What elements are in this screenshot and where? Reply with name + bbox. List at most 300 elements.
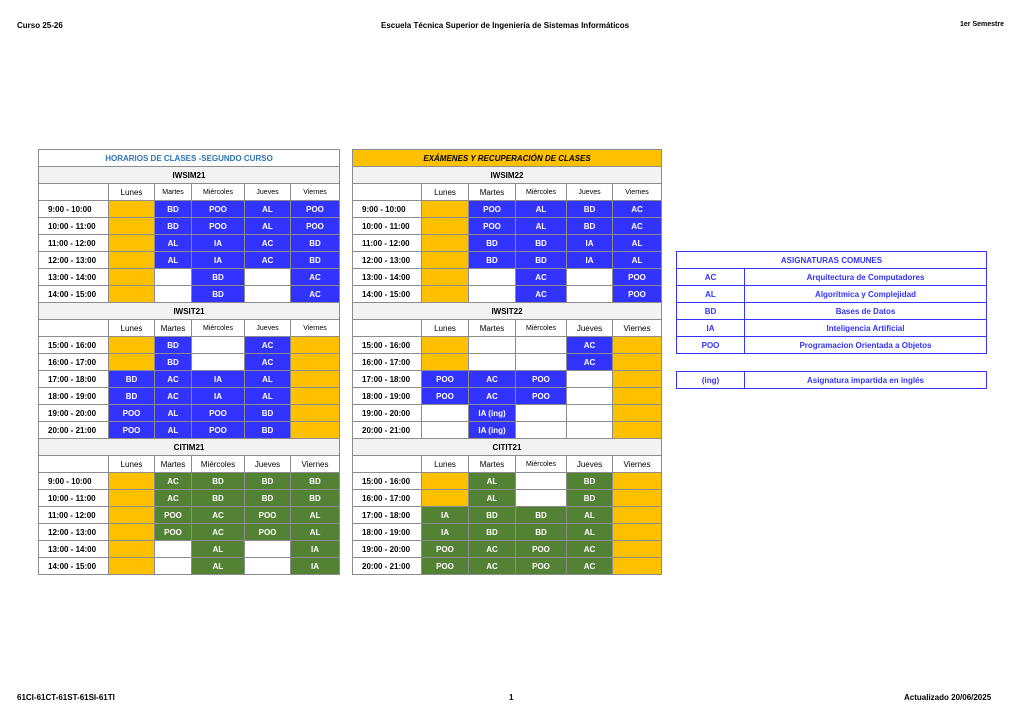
- schedule-cell: AL: [469, 473, 516, 490]
- legend-row: [677, 303, 987, 320]
- schedule-cell: [469, 354, 516, 371]
- schedule-cell: BD: [291, 490, 340, 507]
- table-row: [353, 354, 662, 371]
- schedule-cell: IA: [192, 371, 245, 388]
- schedule-cell: BD: [192, 473, 245, 490]
- schedule-cell: [613, 371, 662, 388]
- schedule-cell: [422, 201, 469, 218]
- school-title: Escuela Técnica Superior de Ingeniería de Sistemas Informáticos: [381, 21, 630, 30]
- legend-name: Algorítmica y Complejidad: [745, 286, 987, 303]
- schedule-cell: [192, 337, 245, 354]
- time-cell: 18:00 - 19:00: [39, 388, 109, 405]
- schedule-cell: [109, 252, 155, 269]
- day-header: Martes: [155, 320, 192, 337]
- schedule-cell: AL: [567, 524, 613, 541]
- schedule-cell: BD: [155, 201, 192, 218]
- schedule-cell: AC: [469, 558, 516, 575]
- schedule-cell: AL: [291, 524, 340, 541]
- table-row: [39, 235, 340, 252]
- day-header: Miércoles: [516, 456, 567, 473]
- time-cell: 13:00 - 14:00: [39, 269, 109, 286]
- time-cell: 10:00 - 11:00: [39, 218, 109, 235]
- table-title: HORARIOS DE CLASES -SEGUNDO CURSO: [39, 150, 340, 167]
- schedule-cell: [469, 269, 516, 286]
- schedule-cell: [613, 405, 662, 422]
- legend-row: [677, 320, 987, 337]
- table-row: [39, 405, 340, 422]
- time-cell: 9:00 - 10:00: [39, 473, 109, 490]
- schedule-cell: AL: [469, 490, 516, 507]
- schedule-cell: [291, 422, 340, 439]
- schedule-cell: BD: [567, 490, 613, 507]
- schedule-cell: POO: [192, 201, 245, 218]
- schedule-cell: POO: [516, 558, 567, 575]
- schedule-cell: AL: [516, 201, 567, 218]
- day-header: Martes: [469, 184, 516, 201]
- schedule-cell: IA: [567, 235, 613, 252]
- day-header: Martes: [155, 456, 192, 473]
- schedule-cell: BD: [245, 405, 291, 422]
- time-cell: 19:00 - 20:00: [353, 541, 422, 558]
- legend-note-code: (ing): [677, 372, 745, 389]
- schedule-cell: [109, 541, 155, 558]
- group-header: CITIM21: [39, 439, 340, 456]
- schedule-cell: AL: [155, 405, 192, 422]
- time-cell: 16:00 - 17:00: [353, 354, 422, 371]
- schedule-cell: [109, 218, 155, 235]
- time-cell: 19:00 - 20:00: [353, 405, 422, 422]
- time-cell: 17:00 - 18:00: [39, 371, 109, 388]
- schedule-cell: AC: [469, 388, 516, 405]
- day-header: Jueves: [245, 456, 291, 473]
- schedule-cell: AC: [245, 235, 291, 252]
- schedule-cell: AC: [567, 558, 613, 575]
- table-row: [353, 269, 662, 286]
- table-row: [39, 558, 340, 575]
- schedule-cell: AC: [245, 252, 291, 269]
- legend-row: [677, 286, 987, 303]
- time-cell: 20:00 - 21:00: [353, 422, 422, 439]
- schedule-cell: AL: [613, 252, 662, 269]
- time-cell: 15:00 - 16:00: [353, 473, 422, 490]
- schedule-cell: AL: [155, 422, 192, 439]
- schedule-cell: AC: [567, 541, 613, 558]
- schedule-cell: [422, 354, 469, 371]
- schedule-cell: AC: [613, 218, 662, 235]
- schedule-cell: [109, 235, 155, 252]
- corner-cell: [353, 184, 422, 201]
- legend-name: Bases de Datos: [745, 303, 987, 320]
- schedule-cell: AL: [192, 541, 245, 558]
- schedule-cell: BD: [109, 371, 155, 388]
- time-cell: 17:00 - 18:00: [353, 371, 422, 388]
- schedule-cell: [291, 354, 340, 371]
- schedule-cell: POO: [192, 218, 245, 235]
- schedule-cell: [109, 286, 155, 303]
- time-cell: 10:00 - 11:00: [39, 490, 109, 507]
- time-cell: 12:00 - 13:00: [353, 252, 422, 269]
- time-cell: 14:00 - 15:00: [353, 286, 422, 303]
- legend-code: POO: [677, 337, 745, 354]
- schedule-cell: AC: [613, 201, 662, 218]
- group-header: IWSIT22: [353, 303, 662, 320]
- schedule-cell: IA (ing): [469, 422, 516, 439]
- schedule-cell: BD: [567, 473, 613, 490]
- time-cell: 13:00 - 14:00: [39, 541, 109, 558]
- schedule-cell: IA: [422, 524, 469, 541]
- time-cell: 9:00 - 10:00: [353, 201, 422, 218]
- schedule-cell: AL: [245, 201, 291, 218]
- exam-schedule-table: [352, 149, 662, 575]
- schedule-cell: AC: [155, 473, 192, 490]
- time-cell: 11:00 - 12:00: [39, 507, 109, 524]
- schedule-cell: [516, 337, 567, 354]
- schedule-cell: [613, 524, 662, 541]
- schedule-cell: [109, 507, 155, 524]
- schedule-cell: POO: [516, 541, 567, 558]
- table-row: [39, 371, 340, 388]
- time-cell: 19:00 - 20:00: [39, 405, 109, 422]
- schedule-cell: BD: [109, 388, 155, 405]
- schedule-cell: [567, 269, 613, 286]
- table-row: [39, 524, 340, 541]
- table-row: [353, 490, 662, 507]
- day-header: Lunes: [422, 320, 469, 337]
- table-row: [39, 201, 340, 218]
- corner-cell: [353, 456, 422, 473]
- schedule-cell: [613, 354, 662, 371]
- table-row: [353, 507, 662, 524]
- schedule-cell: BD: [516, 252, 567, 269]
- schedule-cell: [109, 337, 155, 354]
- schedule-cell: POO: [291, 218, 340, 235]
- time-cell: 10:00 - 11:00: [353, 218, 422, 235]
- table-row: [39, 337, 340, 354]
- schedule-cell: POO: [422, 558, 469, 575]
- page-number: 1: [509, 693, 514, 702]
- schedule-cell: AC: [516, 269, 567, 286]
- schedule-cell: AL: [567, 507, 613, 524]
- table-row: [39, 541, 340, 558]
- semester-label: 1er Semestre: [960, 21, 1004, 28]
- schedule-cell: AC: [567, 337, 613, 354]
- schedule-cell: [109, 558, 155, 575]
- schedule-cell: POO: [613, 269, 662, 286]
- schedule-cell: IA: [192, 252, 245, 269]
- schedule-cell: AC: [291, 269, 340, 286]
- schedule-cell: [422, 473, 469, 490]
- table-row: [353, 201, 662, 218]
- schedule-cell: POO: [245, 524, 291, 541]
- schedule-cell: [516, 422, 567, 439]
- schedule-cell: [613, 507, 662, 524]
- schedule-cell: AL: [155, 235, 192, 252]
- schedule-cell: AC: [291, 286, 340, 303]
- legend-name: Inteligencia Artificial: [745, 320, 987, 337]
- table-row: [353, 286, 662, 303]
- schedule-cell: [422, 490, 469, 507]
- table-row: [39, 490, 340, 507]
- schedule-cell: POO: [516, 388, 567, 405]
- schedule-cell: IA: [422, 507, 469, 524]
- table-row: [353, 371, 662, 388]
- day-header: Lunes: [422, 456, 469, 473]
- schedule-cell: IA: [291, 541, 340, 558]
- schedule-cell: IA: [567, 252, 613, 269]
- day-header: Jueves: [245, 320, 291, 337]
- day-header: Lunes: [109, 184, 155, 201]
- schedule-cell: AL: [613, 235, 662, 252]
- schedule-cell: [291, 337, 340, 354]
- legend-row: [677, 269, 987, 286]
- table-row: [39, 388, 340, 405]
- day-header: Jueves: [567, 320, 613, 337]
- day-header: Viernes: [291, 456, 340, 473]
- table-row: [353, 388, 662, 405]
- schedule-cell: POO: [155, 524, 192, 541]
- schedule-cell: IA (ing): [469, 405, 516, 422]
- schedule-cell: BD: [245, 490, 291, 507]
- schedule-cell: POO: [291, 201, 340, 218]
- table-row: [353, 524, 662, 541]
- schedule-cell: [109, 354, 155, 371]
- schedule-cell: AC: [155, 490, 192, 507]
- schedule-cell: BD: [291, 235, 340, 252]
- table-row: [39, 286, 340, 303]
- schedule-cell: BD: [291, 473, 340, 490]
- schedule-cell: [109, 473, 155, 490]
- schedule-cell: [109, 524, 155, 541]
- course-label: Curso 25-26: [17, 21, 63, 30]
- schedule-cell: AC: [155, 388, 192, 405]
- schedule-cell: [245, 541, 291, 558]
- table-row: [39, 354, 340, 371]
- day-header: Viernes: [613, 456, 662, 473]
- schedule-cell: [516, 405, 567, 422]
- schedule-cell: BD: [567, 218, 613, 235]
- schedule-cell: AL: [291, 507, 340, 524]
- schedule-cell: [613, 337, 662, 354]
- schedule-cell: AL: [516, 218, 567, 235]
- day-header: Miércoles: [516, 184, 567, 201]
- legend-code: AL: [677, 286, 745, 303]
- table-row: [353, 218, 662, 235]
- day-header: Miércoles: [192, 456, 245, 473]
- schedule-cell: AL: [245, 371, 291, 388]
- table-row: [353, 337, 662, 354]
- schedule-cell: BD: [245, 473, 291, 490]
- schedule-cell: [567, 405, 613, 422]
- schedule-cell: IA: [291, 558, 340, 575]
- time-cell: 14:00 - 15:00: [39, 286, 109, 303]
- schedule-cell: BD: [192, 269, 245, 286]
- table-row: [353, 405, 662, 422]
- time-cell: 20:00 - 21:00: [353, 558, 422, 575]
- schedule-cell: [245, 269, 291, 286]
- schedule-cell: POO: [422, 541, 469, 558]
- legend-code: IA: [677, 320, 745, 337]
- schedule-cell: POO: [192, 405, 245, 422]
- schedule-cell: BD: [155, 218, 192, 235]
- table-row: [353, 422, 662, 439]
- time-cell: 20:00 - 21:00: [39, 422, 109, 439]
- schedule-cell: [469, 337, 516, 354]
- schedule-cell: [422, 269, 469, 286]
- legend-name: Programacion Orientada a Objetos: [745, 337, 987, 354]
- schedule-cell: BD: [155, 354, 192, 371]
- table-row: [39, 507, 340, 524]
- time-cell: 14:00 - 15:00: [39, 558, 109, 575]
- schedule-cell: POO: [516, 371, 567, 388]
- schedule-cell: BD: [245, 422, 291, 439]
- schedule-cell: [155, 541, 192, 558]
- table-row: [39, 422, 340, 439]
- schedule-cell: AC: [192, 524, 245, 541]
- schedule-cell: [291, 405, 340, 422]
- schedule-cell: [613, 558, 662, 575]
- day-header: Lunes: [422, 184, 469, 201]
- corner-cell: [39, 184, 109, 201]
- day-header: Miércoles: [192, 320, 245, 337]
- schedule-cell: POO: [155, 507, 192, 524]
- schedule-cell: [155, 269, 192, 286]
- schedule-cell: POO: [422, 388, 469, 405]
- legend-row: [677, 337, 987, 354]
- schedule-cell: AC: [469, 541, 516, 558]
- time-cell: 15:00 - 16:00: [353, 337, 422, 354]
- schedule-cell: AC: [516, 286, 567, 303]
- schedule-cell: POO: [245, 507, 291, 524]
- table-row: [353, 235, 662, 252]
- schedule-cell: [422, 422, 469, 439]
- schedule-cell: BD: [516, 507, 567, 524]
- schedule-cell: BD: [192, 490, 245, 507]
- schedule-cell: AL: [245, 218, 291, 235]
- table-title: EXÁMENES Y RECUPERACIÓN DE CLASES: [353, 150, 662, 167]
- schedule-cell: POO: [109, 405, 155, 422]
- day-header: Lunes: [109, 320, 155, 337]
- table-row: [39, 473, 340, 490]
- schedule-cell: POO: [192, 422, 245, 439]
- schedule-cell: BD: [516, 524, 567, 541]
- time-cell: 15:00 - 16:00: [39, 337, 109, 354]
- schedule-cell: [516, 490, 567, 507]
- group-header: IWSIM21: [39, 167, 340, 184]
- common-subjects-legend: [676, 251, 987, 354]
- schedule-cell: BD: [567, 201, 613, 218]
- schedule-cell: BD: [192, 286, 245, 303]
- schedule-cell: [567, 388, 613, 405]
- group-header: IWSIM22: [353, 167, 662, 184]
- day-header: Miércoles: [516, 320, 567, 337]
- schedule-cell: AC: [192, 507, 245, 524]
- schedule-cell: [567, 286, 613, 303]
- time-cell: 12:00 - 13:00: [39, 524, 109, 541]
- legend-note-name: Asignatura impartida en inglés: [745, 372, 987, 389]
- updated-date: Actualizado 20/06/2025: [904, 693, 992, 702]
- schedule-cell: BD: [469, 524, 516, 541]
- schedule-cell: [109, 490, 155, 507]
- schedule-cell: [109, 201, 155, 218]
- day-header: Miércoles: [192, 184, 245, 201]
- schedule-cell: [109, 269, 155, 286]
- schedule-cell: BD: [469, 252, 516, 269]
- time-cell: 13:00 - 14:00: [353, 269, 422, 286]
- time-cell: 18:00 - 19:00: [353, 388, 422, 405]
- time-cell: 9:00 - 10:00: [39, 201, 109, 218]
- footer-codes: 61CI-61CT-61ST-61SI-61TI: [17, 693, 115, 702]
- day-header: Martes: [469, 320, 516, 337]
- time-cell: 11:00 - 12:00: [39, 235, 109, 252]
- table-row: [353, 473, 662, 490]
- schedule-cell: [291, 371, 340, 388]
- time-cell: 16:00 - 17:00: [353, 490, 422, 507]
- corner-cell: [39, 456, 109, 473]
- schedule-cell: POO: [469, 201, 516, 218]
- day-header: Jueves: [245, 184, 291, 201]
- time-cell: 17:00 - 18:00: [353, 507, 422, 524]
- schedule-cell: BD: [516, 235, 567, 252]
- schedule-cell: [155, 558, 192, 575]
- schedule-cell: IA: [192, 388, 245, 405]
- schedule-cell: AC: [469, 371, 516, 388]
- schedule-cell: POO: [613, 286, 662, 303]
- schedule-cell: [567, 371, 613, 388]
- time-cell: 16:00 - 17:00: [39, 354, 109, 371]
- schedule-cell: [245, 286, 291, 303]
- day-header: Viernes: [613, 320, 662, 337]
- schedule-cell: [245, 558, 291, 575]
- day-header: Viernes: [291, 184, 340, 201]
- schedule-cell: [516, 354, 567, 371]
- legend-code: AC: [677, 269, 745, 286]
- group-header: CITIT21: [353, 439, 662, 456]
- time-cell: 11:00 - 12:00: [353, 235, 422, 252]
- schedule-cell: [422, 235, 469, 252]
- schedule-cell: AL: [192, 558, 245, 575]
- schedule-cell: POO: [422, 371, 469, 388]
- schedule-cell: AC: [155, 371, 192, 388]
- table-row: [353, 558, 662, 575]
- schedule-cell: [613, 422, 662, 439]
- schedule-cell: BD: [155, 337, 192, 354]
- schedule-cell: [516, 473, 567, 490]
- table-row: [39, 269, 340, 286]
- schedule-cell: IA: [192, 235, 245, 252]
- corner-cell: [39, 320, 109, 337]
- table-row: [39, 218, 340, 235]
- english-note-legend: [676, 371, 987, 389]
- schedule-cell: [422, 218, 469, 235]
- schedule-cell: [567, 422, 613, 439]
- table-row: [39, 252, 340, 269]
- schedule-cell: [613, 541, 662, 558]
- schedule-cell: BD: [469, 235, 516, 252]
- table-row: [353, 252, 662, 269]
- schedule-cell: [192, 354, 245, 371]
- schedule-cell: [613, 473, 662, 490]
- legend-name: Arquitectura de Computadores: [745, 269, 987, 286]
- day-header: Viernes: [613, 184, 662, 201]
- day-header: Jueves: [567, 456, 613, 473]
- schedule-cell: [422, 252, 469, 269]
- corner-cell: [353, 320, 422, 337]
- schedule-cell: [613, 388, 662, 405]
- schedule-cell: [155, 286, 192, 303]
- schedule-cell: AC: [245, 337, 291, 354]
- day-header: Lunes: [109, 456, 155, 473]
- schedule-cell: BD: [469, 507, 516, 524]
